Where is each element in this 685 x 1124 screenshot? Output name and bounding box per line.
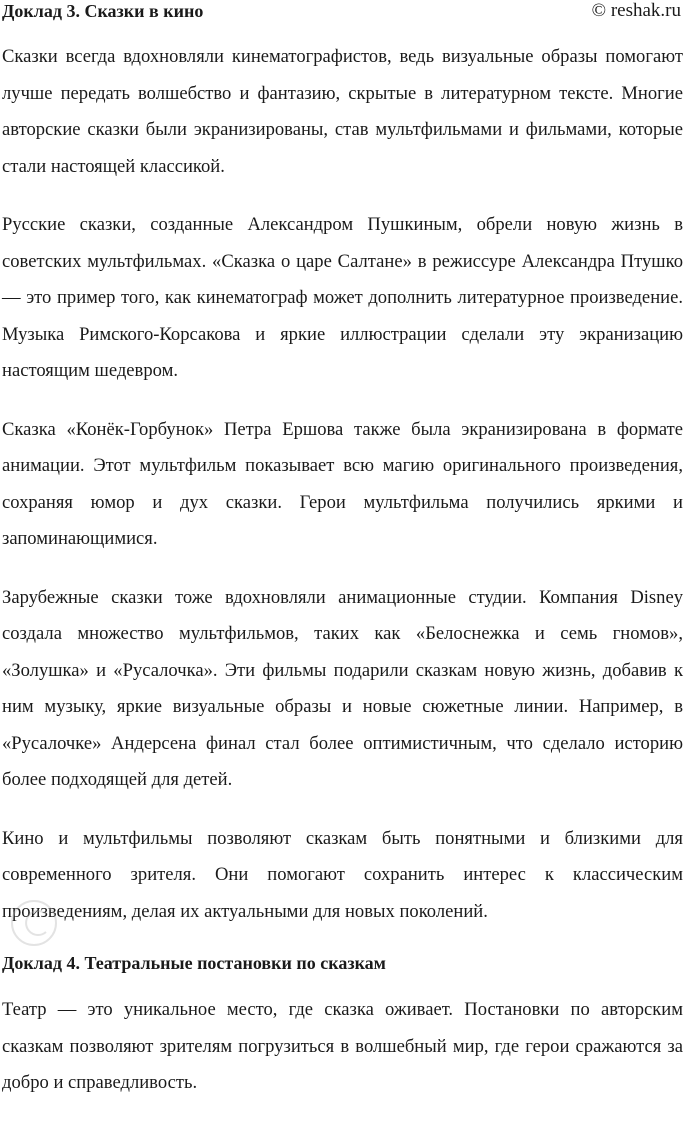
paragraph: Кино и мультфильмы позволяют сказкам быть понятными и близкими для современного зрителя. Они помогают сохранить интерес к классическим произведениям, делая их актуальными для новых поколений. bbox=[2, 827, 683, 922]
paragraph: Сказки всегда вдохновляли кинематографистов, ведь визуальные образы помогают лучше передать волшебство и фантазию, скрытые в литературном тексте. Многие авторские сказки были экранизированы, став мультфильмами и фильмами, которые стали настоящей классикой. bbox=[2, 46, 683, 177]
paragraph: Зарубежные сказки тоже вдохновляли анимационные студии. Компания Disney создала множество мультфильмов, таких как «Белоснежка и семь гномов», «Золушка» и «Русалочка». Эти фильмы подарили сказкам новую жизнь, добавив к ним музыку, яркие визуальные образы и новые сюжетные линии. Например, в «Русалочке» Андерсена финал стал более оптимистичным, что сделало историю более подходящей для детей. bbox=[2, 586, 683, 790]
report-3-heading: Доклад 3. Сказки в кино bbox=[2, 1, 204, 21]
paragraph: Русские сказки, созданные Александром Пушкиным, обрели новую жизнь в советских мультфильмах. «Сказка о царе Салтане» в режиссуре Александра Птушко — это пример того, как кинематограф может дополнить литературное произведение. Музыка Римского-Корсакова и яркие иллюстрации сделали эту экранизацию настоящим шедевром. bbox=[2, 214, 683, 381]
page-header bbox=[0, 0, 685, 22]
paragraph: Театр — это уникальное место, где сказка оживает. Постановки по авторским сказкам позволяют зрителям погрузиться в волшебный мир, где герои сражаются за добро и справедливость. bbox=[2, 999, 683, 1093]
paragraph: Сказка «Конёк-Горбунок» Петра Ершова также была экранизирована в формате анимации. Этот мультфильм показывает всю магию оригинального произведения, сохраняя юмор и дух сказки. Герои мультфильма получились яркими и запоминающимися. bbox=[2, 418, 683, 549]
copyright-notice: © reshak.ru bbox=[591, 0, 681, 21]
report-4-heading: Доклад 4. Театральные постановки по сказкам bbox=[2, 953, 386, 973]
document-body bbox=[2, 39, 683, 1124]
